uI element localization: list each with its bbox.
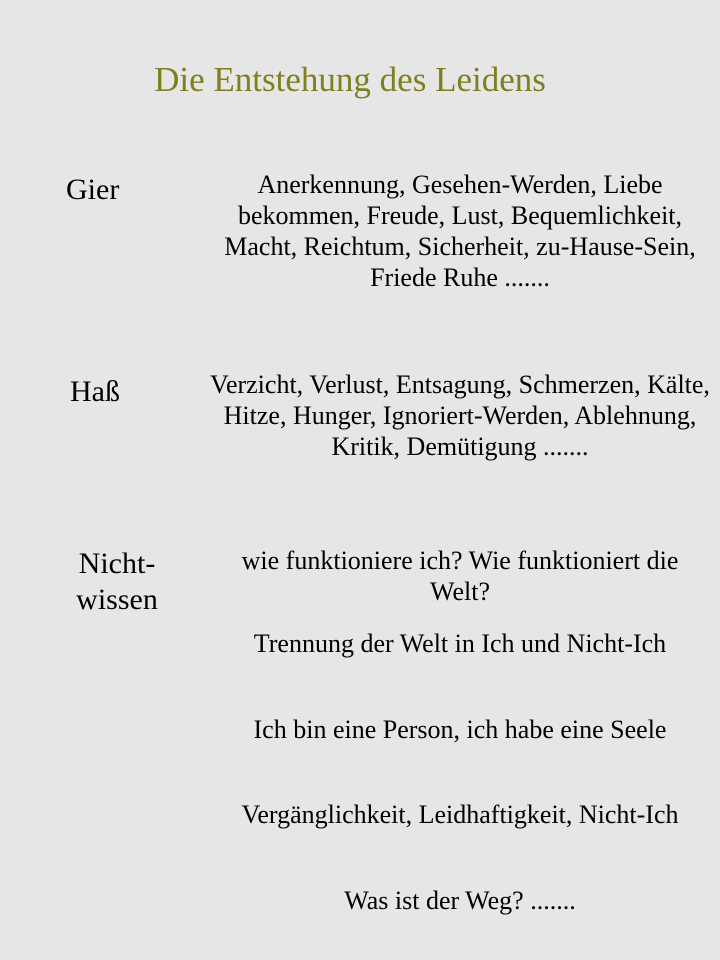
row-label-hass: Haß (70, 375, 120, 408)
row-description-gier: Anerkennung, Gesehen-Werden, Liebe bekommen, Freude, Lust, Bequemlichkeit, Macht, Reichtum, Sicherheit, zu-Hause-Sein, Friede Ruhe ....... (224, 170, 696, 292)
row-label-nichtwissen: Nicht-wissen (76, 547, 158, 616)
row-description-nichtwissen-3: Ich bin eine Person, ich habe eine Seele (253, 715, 667, 744)
row-description-nichtwissen-5: Was ist der Weg? ....... (344, 886, 576, 915)
row-description-hass: Verzicht, Verlust, Entsagung, Schmerzen, Kälte, Hitze, Hunger, Ignoriert-Werden, Ablehnung, Kritik, Demütigung ....... (210, 370, 710, 461)
row-description-nichtwissen-4: Vergänglichkeit, Leidhaftigkeit, Nicht-Ich (241, 800, 679, 829)
row-label-gier: Gier (66, 173, 120, 206)
row-description-nichtwissen-1: wie funktioniere ich? Wie funktioniert die Welt? (241, 546, 679, 606)
row-description-nichtwissen-2: Trennung der Welt in Ich und Nicht-Ich (253, 629, 667, 658)
page-title: Die Entstehung des Leidens (154, 60, 546, 99)
